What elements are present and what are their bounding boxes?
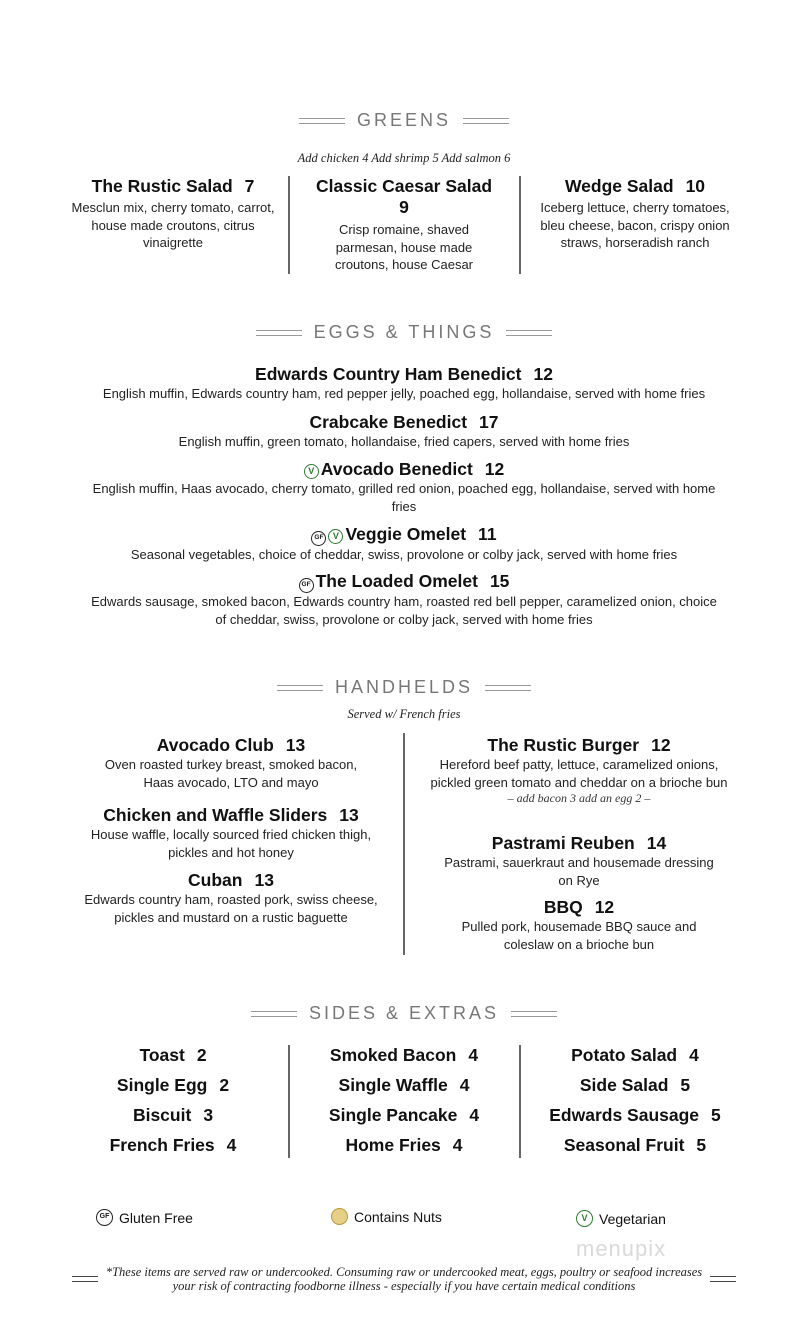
item-desc: Iceberg lettuce, cherry tomatoes, bleu cheese, bacon, crispy onion straws, horseradish ranch <box>540 200 730 250</box>
rule-decoration <box>463 118 509 124</box>
item-name: The Rustic Salad <box>91 176 233 196</box>
legend-vegetarian: V Vegetarian <box>576 1210 666 1227</box>
side-item: Toast 2 <box>139 1045 207 1065</box>
menu-item <box>78 805 384 861</box>
side-item: Edwards Sausage 5 <box>549 1105 721 1125</box>
legend-contains-nuts: Contains Nuts <box>331 1208 442 1225</box>
item-desc: Crisp romaine, shaved parmesan, house made croutons, house Caesar <box>334 222 474 272</box>
vegetarian-icon: V <box>304 464 319 479</box>
item-name: The Rustic Burger <box>487 735 640 755</box>
rule-decoration <box>256 330 302 336</box>
watermark: menupix <box>576 1236 667 1261</box>
item-name: Wedge Salad <box>564 176 674 196</box>
item-price: 17 <box>479 412 499 432</box>
item-desc: Mesclun mix, cherry tomato, carrot, house made croutons, citrus vinaigrette <box>71 200 275 250</box>
item-price: 12 <box>594 897 615 917</box>
sides-column <box>530 1040 740 1160</box>
item-desc: Hereford beef patty, lettuce, caramelized onions, pickled green tomato and cheddar on a brioche bun <box>430 757 728 790</box>
greens-addons: Add chicken 4 Add shrimp 5 Add salmon 6 <box>297 151 511 165</box>
side-item: Single Pancake 4 <box>328 1105 480 1125</box>
sides-column <box>68 1040 278 1160</box>
rule-decoration <box>506 330 552 336</box>
menu-item <box>78 870 384 926</box>
item-price: 7 <box>244 176 255 196</box>
item-price: 15 <box>489 571 510 591</box>
menu-item <box>90 571 718 628</box>
item-desc: Pulled pork, housemade BBQ sauce and coleslaw on a brioche bun <box>461 919 697 952</box>
menu-item <box>90 459 718 515</box>
item-desc: English muffin, Edwards country ham, red pepper jelly, poached egg, hollandaise, served with home fries <box>102 386 706 401</box>
handhelds-subtitle: Served w/ French fries <box>347 707 461 721</box>
item-desc: Seasonal vegetables, choice of cheddar, swiss, provolone or colby jack, served with home fries <box>130 547 678 562</box>
side-item: French Fries 4 <box>109 1135 237 1155</box>
menu-item <box>68 176 278 252</box>
rule-decoration <box>72 1276 98 1282</box>
side-item: Side Salad 5 <box>579 1075 691 1095</box>
menu-item <box>60 364 748 403</box>
item-price: 11 <box>478 524 497 544</box>
disclaimer: *These items are served raw or undercooked. Consuming raw or undercooked meat, eggs, poultry or seafood increases your risk of contracting foodborne illness - especially if you have certain medical conditions <box>105 1265 703 1293</box>
item-price: 13 <box>254 870 274 890</box>
menu-item <box>78 735 384 791</box>
item-name: The Loaded Omelet <box>315 571 478 591</box>
divider <box>519 1045 521 1158</box>
side-item: Potato Salad 4 <box>571 1045 699 1065</box>
sides-column <box>298 1040 510 1160</box>
item-name: Classic Caesar Salad <box>315 176 493 196</box>
side-item: Single Egg 2 <box>116 1075 230 1095</box>
item-price: 9 <box>399 197 409 217</box>
side-item: Home Fries 4 <box>345 1135 463 1155</box>
item-price: 14 <box>646 833 667 853</box>
divider <box>288 1045 290 1158</box>
item-name: Pastrami Reuben <box>491 833 635 853</box>
item-name: Veggie Omelet <box>345 524 467 544</box>
item-desc: Oven roasted turkey breast, smoked bacon, Haas avocado, LTO and mayo <box>104 757 358 790</box>
item-name: Avocado Benedict <box>320 459 473 479</box>
gluten-free-icon: GF <box>311 531 326 546</box>
rule-decoration <box>710 1276 736 1282</box>
greens-heading: GREENS <box>0 110 808 131</box>
item-name: Cuban <box>188 870 243 890</box>
nut-icon <box>331 1208 348 1225</box>
item-name: Edwards Country Ham Benedict <box>255 364 522 384</box>
item-desc: Edwards sausage, smoked bacon, Edwards country ham, roasted red bell pepper, caramelized onion, choice of cheddar, swiss, provolone or colby jack, served with home fries <box>91 594 717 627</box>
rule-decoration <box>277 685 323 691</box>
divider <box>288 176 290 274</box>
menu-item <box>302 176 506 274</box>
divider <box>403 733 405 955</box>
rule-decoration <box>299 118 345 124</box>
item-price: 12 <box>484 459 505 479</box>
vegetarian-icon: V <box>328 529 343 544</box>
item-name: Crabcake Benedict <box>309 412 468 432</box>
menu-item <box>540 176 730 252</box>
item-price: 13 <box>339 805 359 825</box>
rule-decoration <box>511 1011 557 1017</box>
item-desc: Pastrami, sauerkraut and housemade dressing on Rye <box>444 855 714 888</box>
rule-decoration <box>485 685 531 691</box>
rule-decoration <box>251 1011 297 1017</box>
gluten-free-icon: GF <box>299 578 314 593</box>
item-name: BBQ <box>543 897 583 917</box>
item-name: Chicken and Waffle Sliders <box>103 805 328 825</box>
gluten-free-icon: GF <box>96 1209 113 1226</box>
menu-item <box>424 735 734 805</box>
divider <box>519 176 521 274</box>
item-note: – add bacon 3 add an egg 2 – <box>507 791 651 805</box>
side-item: Single Waffle 4 <box>338 1075 470 1095</box>
item-price: 10 <box>685 176 706 196</box>
menu-item <box>60 524 748 564</box>
side-item: Seasonal Fruit 5 <box>563 1135 707 1155</box>
item-desc: English muffin, Haas avocado, cherry tomato, grilled red onion, poached egg, hollandaise, served with home fries <box>92 481 716 514</box>
item-price: 12 <box>651 735 671 755</box>
item-price: 13 <box>285 735 306 755</box>
menu-item <box>424 897 734 953</box>
item-name: Avocado Club <box>156 735 274 755</box>
menu-item <box>60 412 748 451</box>
menu-item <box>424 833 734 889</box>
item-desc: Edwards country ham, roasted pork, swiss cheese, pickles and mustard on a rustic baguette <box>84 892 378 925</box>
vegetarian-icon: V <box>576 1210 593 1227</box>
item-desc: English muffin, green tomato, hollandaise, fried capers, served with home fries <box>178 434 630 449</box>
handhelds-heading: HANDHELDS <box>0 677 808 698</box>
eggs-heading: EGGS & THINGS <box>0 322 808 343</box>
item-price: 12 <box>533 364 553 384</box>
legend-gluten-free: GF Gluten Free <box>96 1209 193 1226</box>
item-desc: House waffle, locally sourced fried chicken thigh, pickles and hot honey <box>90 827 372 860</box>
side-item: Biscuit 3 <box>132 1105 214 1125</box>
side-item: Smoked Bacon 4 <box>329 1045 479 1065</box>
sides-heading: SIDES & EXTRAS <box>0 1003 808 1024</box>
